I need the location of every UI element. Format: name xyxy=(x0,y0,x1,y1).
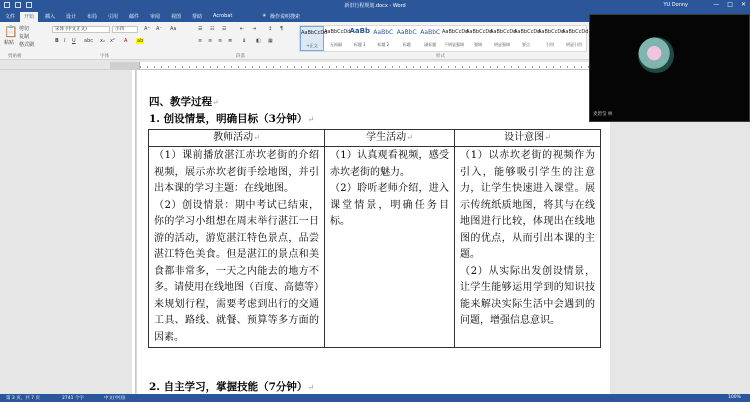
show-marks-icon[interactable]: ¶ xyxy=(280,26,284,32)
sort-icon[interactable]: ↕ xyxy=(268,26,273,32)
cell-design-intent[interactable] xyxy=(455,147,601,348)
style-name: 引用 xyxy=(546,42,554,47)
style-no-spacing[interactable] xyxy=(324,26,351,51)
line-spacing-icon[interactable]: ↨ xyxy=(242,38,247,44)
minimize-button[interactable]: — xyxy=(713,1,720,8)
cell-student-activity[interactable] xyxy=(325,147,455,348)
format-painter-button[interactable]: 格式刷 xyxy=(19,42,35,48)
style-name: 无间隔 xyxy=(330,42,342,47)
style-sample: AaBbCcDd xyxy=(466,29,493,35)
paste-button[interactable]: 粘贴 xyxy=(4,40,15,46)
decrease-indent-icon[interactable]: ⇤ xyxy=(240,26,245,32)
paragraph-mark: ↵ xyxy=(307,383,315,392)
style-name: +正文 xyxy=(306,43,318,48)
style-name: 要点 xyxy=(522,42,530,47)
style-name: 明显强调 xyxy=(494,42,510,47)
style-intense-quote[interactable] xyxy=(562,26,589,51)
tab-insert[interactable]: 插入 xyxy=(45,14,56,20)
status-bar xyxy=(0,394,750,402)
style-name: 副标题 xyxy=(424,42,437,47)
style-sample: AaBbCcDd xyxy=(301,30,328,36)
style-sample: AaBbCcDd xyxy=(514,29,541,35)
participant-name: 麦碧莹 林 xyxy=(593,112,613,117)
header-teacher-activity[interactable] xyxy=(149,130,325,147)
tab-file[interactable]: 文件 xyxy=(5,14,16,20)
style-subtle-emphasis[interactable] xyxy=(442,26,469,51)
underline-button[interactable]: U xyxy=(72,38,76,44)
window-controls xyxy=(713,1,746,8)
bullets-icon[interactable]: ☰ xyxy=(198,26,203,32)
maximize-button[interactable]: □ xyxy=(727,1,733,8)
tab-design[interactable]: 设计 xyxy=(66,14,77,20)
page-count[interactable]: 第 3 页，共 7 页 xyxy=(6,396,40,401)
student-activity-1: （1）认真观看视频，感受赤坎老街的魅力。 xyxy=(330,150,449,178)
tab-view[interactable]: 视图 xyxy=(171,14,182,20)
style-name: 强调 xyxy=(474,42,482,47)
header-design-intent[interactable] xyxy=(455,130,601,147)
tab-review[interactable]: 审阅 xyxy=(150,14,161,20)
copy-button[interactable]: 复制 xyxy=(19,34,30,40)
superscript-icon[interactable]: x² xyxy=(110,38,115,44)
user-account[interactable]: YU Donny xyxy=(663,2,688,8)
align-right-icon[interactable]: ≡ xyxy=(218,38,223,44)
video-call-window[interactable] xyxy=(589,14,750,122)
lightbulb-icon: ☀ xyxy=(262,13,267,19)
cell-teacher-activity[interactable] xyxy=(149,147,325,348)
lesson-table xyxy=(148,129,601,348)
italic-button[interactable]: I xyxy=(64,38,66,44)
tab-acrobat[interactable]: Acrobat xyxy=(213,13,233,19)
ruler-scale[interactable] xyxy=(139,62,601,69)
style-sample: AaBbC xyxy=(420,29,441,36)
style-sample: AaBbCcDd xyxy=(538,29,565,35)
heading-self-study[interactable] xyxy=(149,379,314,394)
style-quote[interactable] xyxy=(538,26,565,51)
font-size-select[interactable]: 小四 xyxy=(112,26,138,33)
style-sample: AaBbCcDd xyxy=(324,29,351,35)
style-name: 明显引用 xyxy=(566,42,582,47)
heading-text: 1. 创设情景，明确目标（3分钟） xyxy=(149,113,308,125)
language-indicator[interactable]: 中文(中国) xyxy=(104,396,126,401)
style-sample: AaBb xyxy=(349,27,370,35)
highlight-icon[interactable]: ab xyxy=(137,38,144,44)
paragraph-mark: ↵ xyxy=(212,98,219,107)
style-sample: AaBbCcDd xyxy=(442,29,469,35)
tab-layout[interactable]: 布局 xyxy=(87,14,98,20)
document-page[interactable] xyxy=(137,70,613,394)
close-button[interactable]: ✕ xyxy=(740,1,746,8)
heading-text: 2. 自主学习，掌握技能（7分钟） xyxy=(149,381,308,393)
style-title[interactable] xyxy=(395,26,419,51)
styles-group-label: 样式 xyxy=(436,54,445,59)
cell-end-mark: ↵ xyxy=(406,133,413,142)
cut-button[interactable]: 剪切 xyxy=(19,26,30,32)
tell-me-search[interactable]: 操作说明搜索 xyxy=(270,14,301,20)
clipboard-group-label: 剪贴板 xyxy=(8,54,22,59)
font-color-icon[interactable]: A xyxy=(124,38,128,44)
cell-end-mark: ↵ xyxy=(544,133,551,142)
window-title: 新旧行程规划.docx - Word xyxy=(344,3,406,9)
style-subtitle[interactable] xyxy=(419,26,443,51)
style-intense-emphasis[interactable] xyxy=(490,26,517,51)
tab-mailings[interactable]: 邮件 xyxy=(129,14,140,20)
style-normal[interactable] xyxy=(300,26,328,51)
clear-format-icon[interactable]: Aa xyxy=(170,26,177,32)
strikethrough-icon[interactable]: abc xyxy=(84,38,93,44)
heading-create-scene[interactable] xyxy=(149,111,314,126)
style-heading-2[interactable] xyxy=(372,26,396,51)
teacher-activity-2: （2）创设情景：期中考试已结束，你的学习小组想在周末举行湛江一日游的活动，游览湛江特色景点，品尝湛江特色美食。但是湛江的景点和美食都非常多，一天之内能去的地方不多。请使用在线地图（百度、高德等）来规划行程，需要考虑到出行的交通工具、路线、就餐、预算等多方面的因素。 xyxy=(154,199,319,343)
heading-text: 四、教学过程 xyxy=(149,96,212,108)
tab-references[interactable]: 引用 xyxy=(108,14,119,20)
design-intent-1: （1）以赤坎老街的视频作为引入，能够吸引学生的注意力，让学生快速进入课堂。展示传统纸质地图，将其与在线地图进行比较，体现出在线地图的优点，从而引出本课的主题。 xyxy=(460,150,595,260)
styles-gallery xyxy=(299,25,587,52)
workspace-background xyxy=(610,122,750,394)
font-group-label: 字体 xyxy=(100,54,109,59)
shading-icon[interactable]: ◧ xyxy=(256,38,261,44)
word-count[interactable]: 2741 个字 xyxy=(62,396,84,401)
header-text: 教师活动 xyxy=(213,132,254,143)
multilevel-list-icon[interactable]: ☲ xyxy=(222,26,227,32)
style-name: 不明显强调 xyxy=(444,42,464,47)
style-name: 标题 xyxy=(402,42,411,47)
ruler-margin xyxy=(110,62,139,69)
style-emphasis[interactable] xyxy=(466,26,493,51)
paste-icon[interactable]: 📋 xyxy=(4,25,18,38)
style-sample: AaBbCcDd xyxy=(562,29,589,35)
shrink-font-icon[interactable]: A⁻ xyxy=(156,26,163,32)
style-sample: AaBbCcDd xyxy=(490,29,517,35)
table-row xyxy=(149,147,601,348)
header-text: 设计意图 xyxy=(504,132,545,143)
title-bar xyxy=(0,0,750,11)
header-text: 学生活动 xyxy=(366,132,407,143)
borders-icon[interactable]: ▦ xyxy=(268,38,273,44)
zoom-level[interactable]: 100% xyxy=(728,395,741,400)
font-name-select[interactable]: 宋体 (中文正文) xyxy=(52,26,110,33)
bold-button[interactable]: B xyxy=(55,38,59,44)
cell-end-mark: ↵ xyxy=(253,133,260,142)
increase-indent-icon[interactable]: ⇥ xyxy=(252,26,257,32)
heading-teaching-process[interactable] xyxy=(149,94,219,109)
align-center-icon[interactable]: ≡ xyxy=(208,38,213,44)
style-sample: AaBbC xyxy=(373,29,394,36)
header-student-activity[interactable] xyxy=(325,130,455,147)
participant-avatar xyxy=(638,37,674,73)
design-intent-2: （2）从实际出发创设情景，让学生能够运用学到的知识技能来解决实际生活中会遇到的问题，增强信息意识。 xyxy=(460,265,595,326)
justify-icon[interactable]: ≣ xyxy=(228,38,233,44)
style-sample: AaBbC xyxy=(396,29,417,36)
table-header-row xyxy=(149,130,601,147)
subscript-icon[interactable]: x₂ xyxy=(100,38,105,44)
tab-help[interactable]: 帮助 xyxy=(192,14,203,20)
align-left-icon[interactable]: ≡ xyxy=(198,38,203,44)
tab-home[interactable]: 开始 xyxy=(20,12,38,22)
student-activity-2: （2）聆听老师介绍，进入课堂情景，明确任务目标。 xyxy=(330,183,449,227)
paragraph-mark: ↵ xyxy=(307,115,315,124)
style-name: 标题 1 xyxy=(353,42,366,47)
vertical-ruler[interactable] xyxy=(132,70,136,394)
paragraph-group-label: 段落 xyxy=(236,54,245,59)
numbering-icon[interactable]: ☷ xyxy=(210,26,215,32)
teacher-activity-1: （1）课前播放湛江赤坎老街的介绍视频，展示赤坎老街手绘地图，并引出本课的学习主题：在线地图。 xyxy=(154,150,319,194)
grow-font-icon[interactable]: A⁺ xyxy=(144,26,151,32)
style-heading-1[interactable] xyxy=(348,26,372,51)
style-name: 标题 2 xyxy=(377,42,390,47)
style-strong[interactable] xyxy=(514,26,541,51)
